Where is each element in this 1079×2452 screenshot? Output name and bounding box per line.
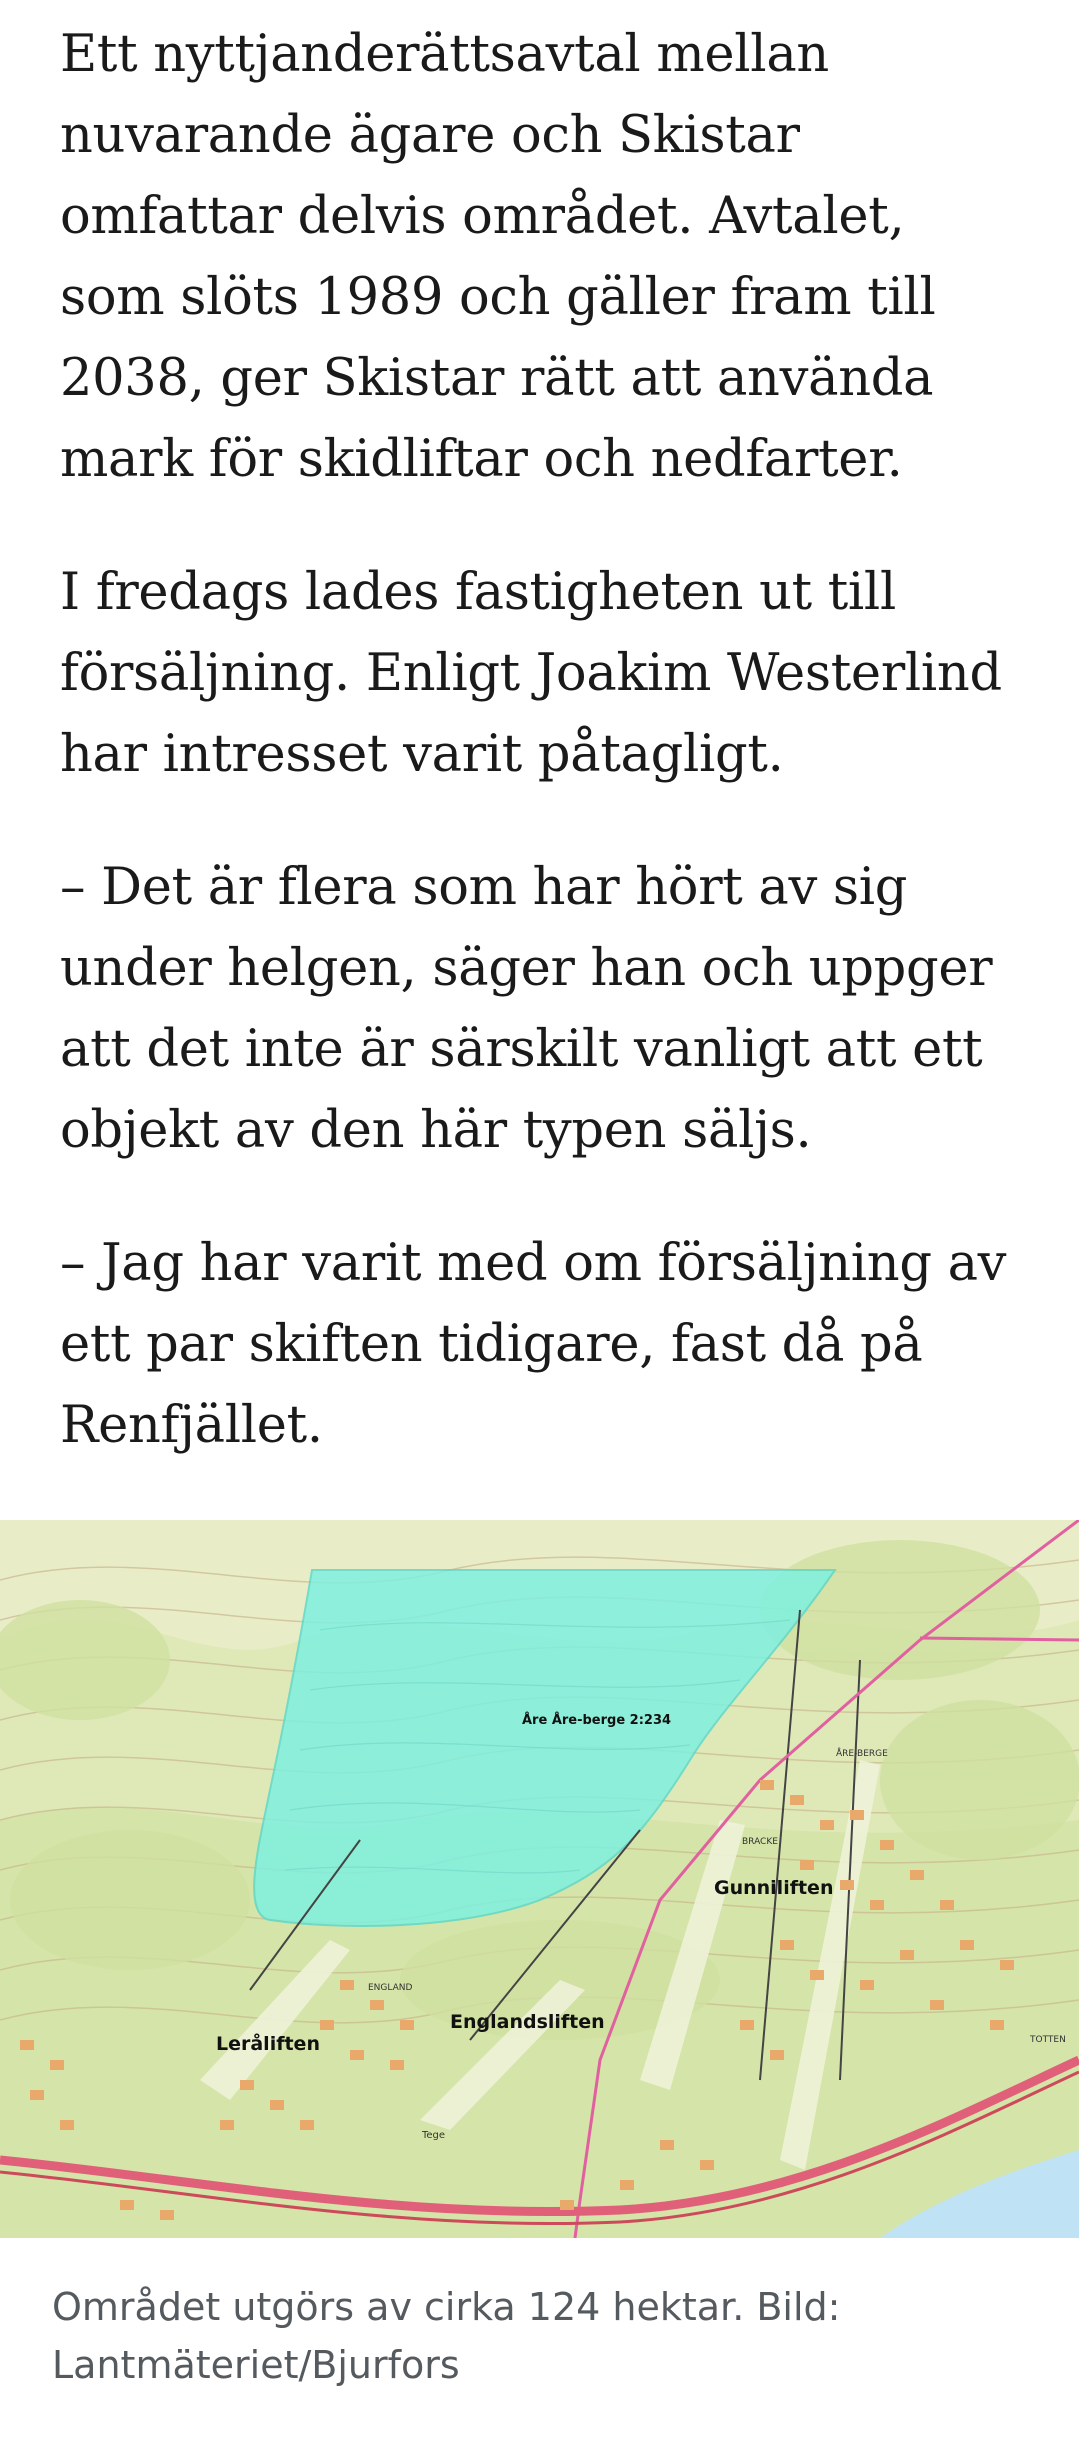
paragraph: I fredags lades fastigheten ut till försäljning. Enligt Joakim Westerlind har intresset varit påtagligt. xyxy=(60,563,1002,784)
place-label: Tege xyxy=(422,2130,446,2141)
lift-label-leraliften: Leråliften xyxy=(216,2033,320,2055)
place-label: ÅRE-BERGE xyxy=(836,1749,888,1759)
property-map-image[interactable] xyxy=(0,1520,1079,2238)
lift-label-gunniliften: Gunniliften xyxy=(714,1877,834,1899)
paragraph: – Jag har varit med om försäljning av ett par skiften tidigare, fast då på Renfjället. xyxy=(60,1234,1007,1455)
property-label: Åre Åre-berge 2:234 xyxy=(522,1713,672,1728)
place-label: ENGLAND xyxy=(368,1983,413,1993)
lift-label-englandsliften: Englandsliften xyxy=(450,2011,605,2033)
figure-caption: Området utgörs av cirka 124 hektar. Bild: Lantmäteriet/Bjurfors xyxy=(52,2285,841,2387)
paragraph: Ett nyttjanderättsavtal mellan nuvarande ägare och Skistar omfattar delvis området. Avtalet, som slöts 1989 och gäller fram till 2038, ger Skistar rätt att använda mark för skidliftar och nedfarter. xyxy=(60,25,936,489)
article-figure xyxy=(0,1520,1079,2394)
place-label: BRACKE xyxy=(742,1837,778,1847)
place-label: TOTTEN xyxy=(1030,2035,1066,2045)
paragraph: – Det är flera som har hört av sig under helgen, säger han och uppger att det inte är särskilt vanligt att ett objekt av den här typen säljs. xyxy=(60,858,993,1160)
